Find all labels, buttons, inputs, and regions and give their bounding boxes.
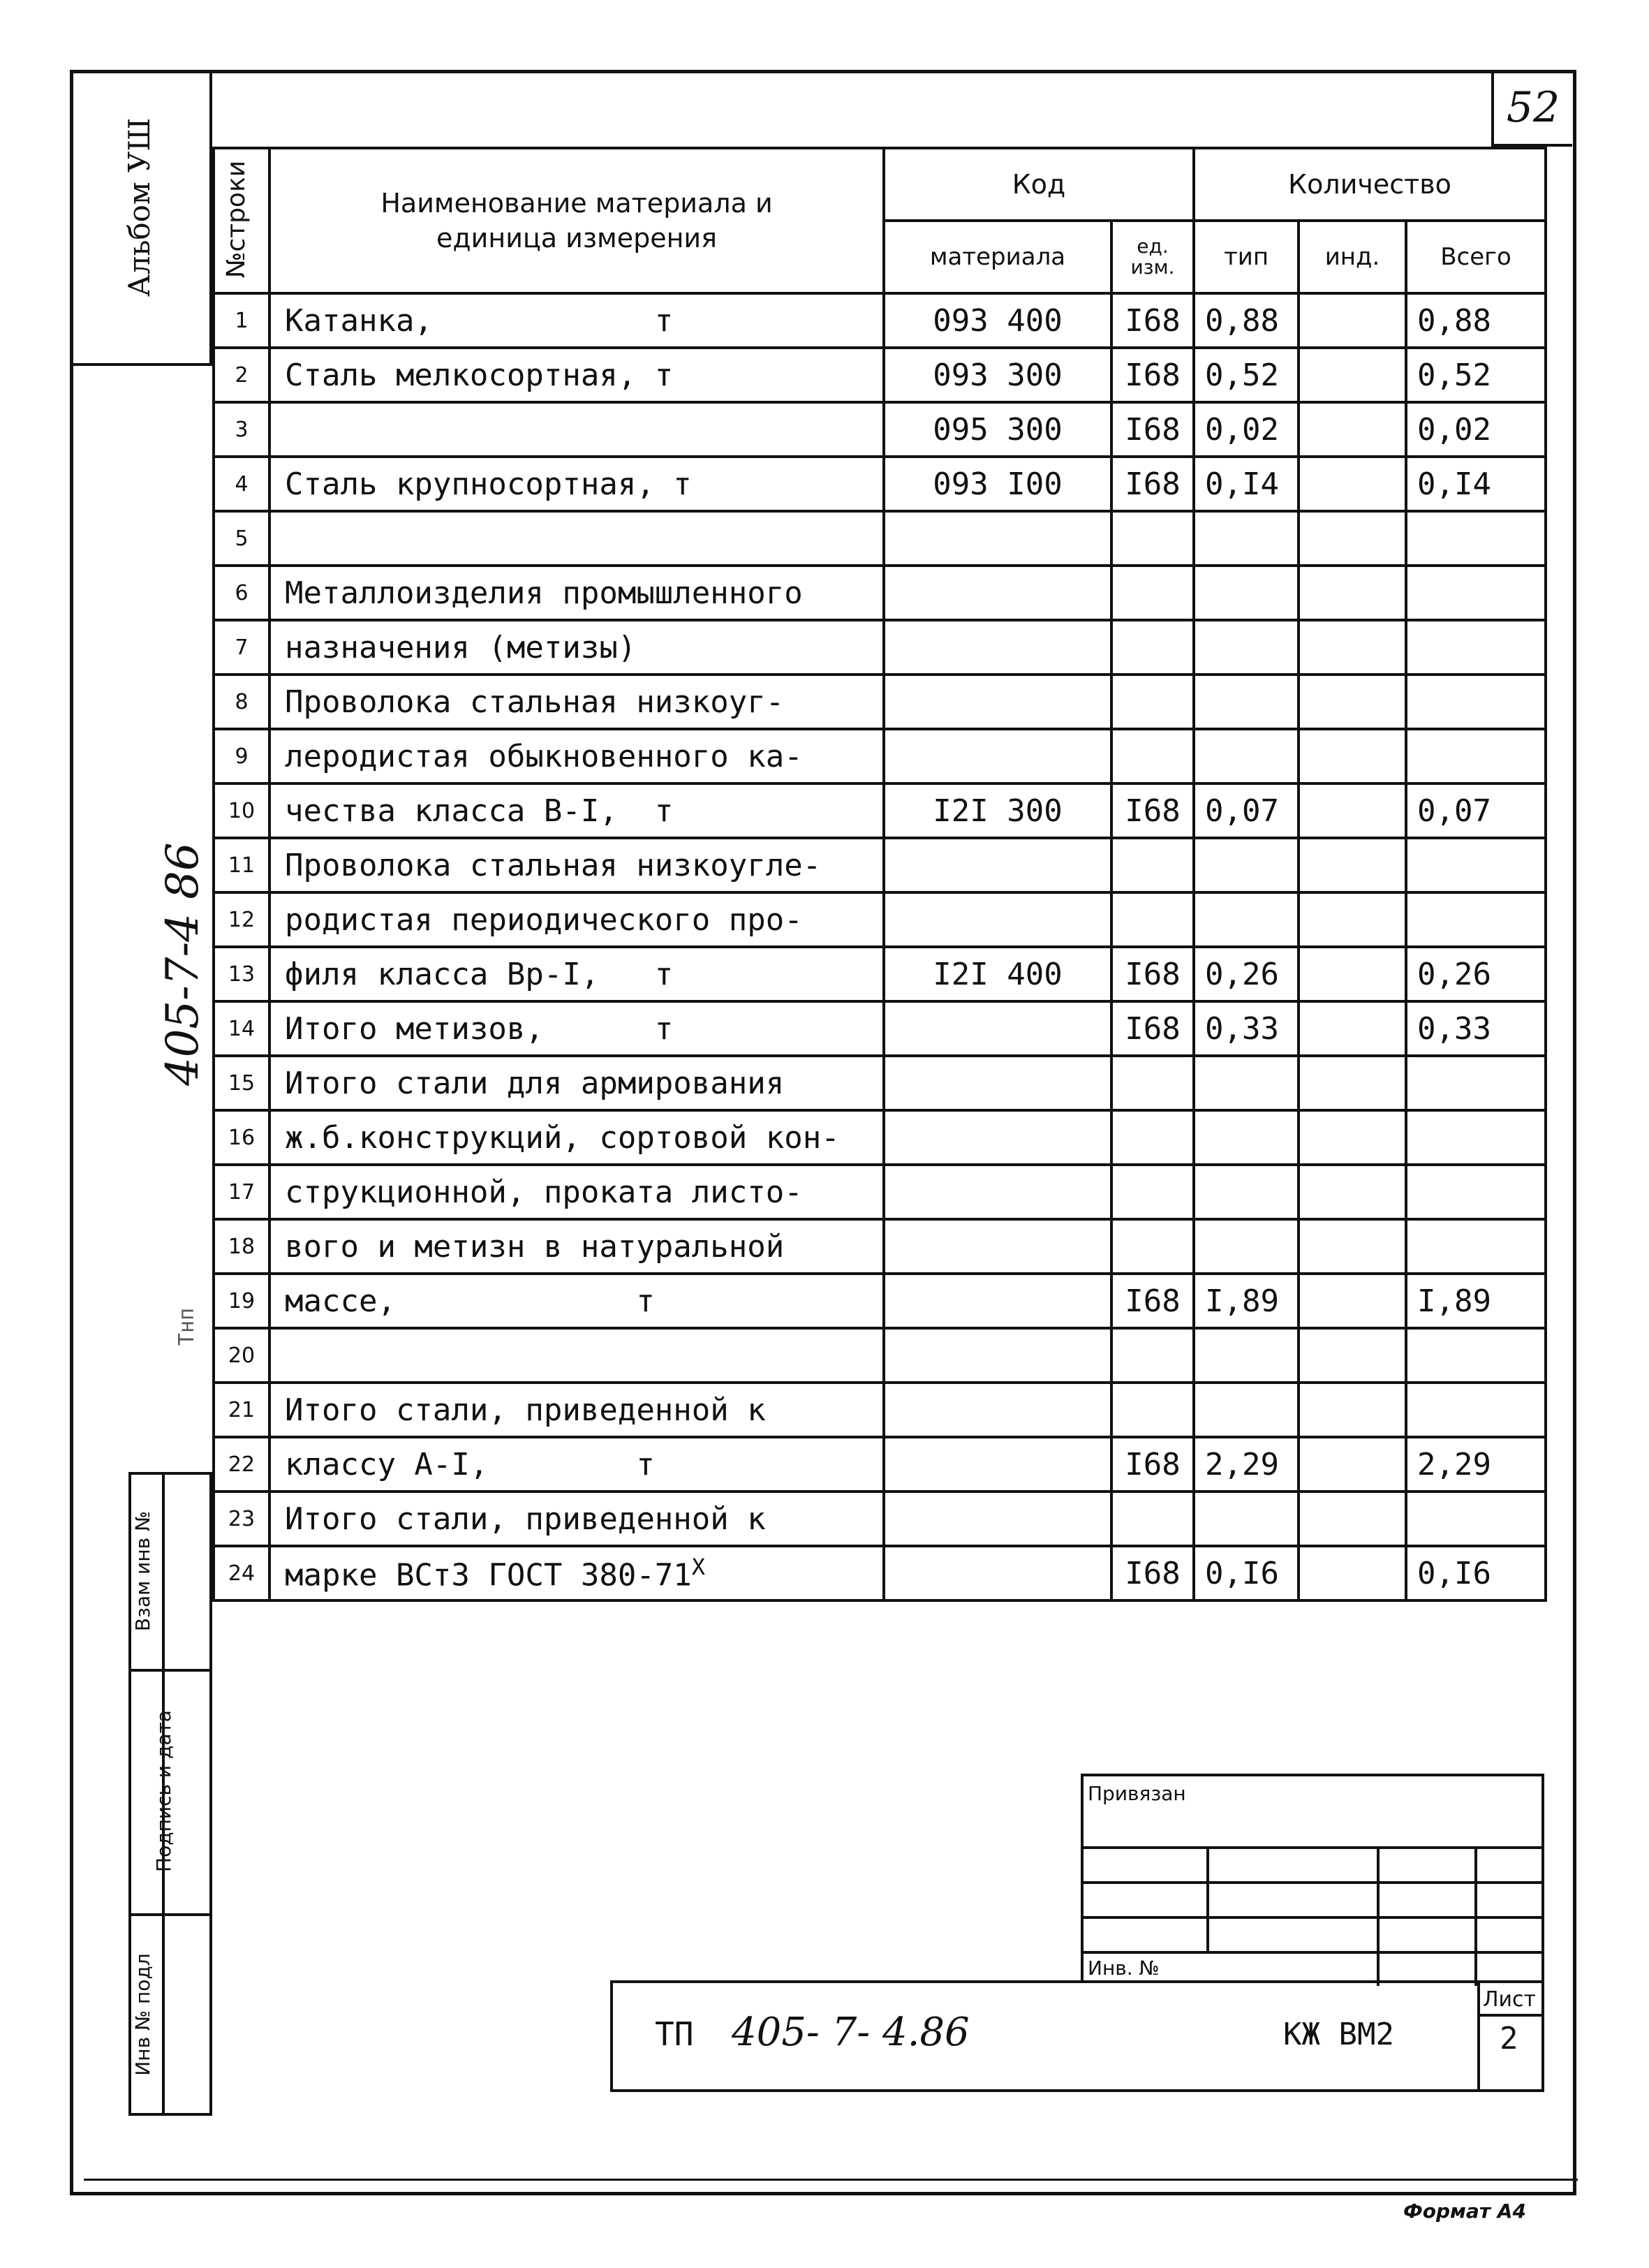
material-name: филя класса Вр-I, т [269, 947, 884, 1001]
side-panel-div-2 [128, 1913, 212, 1916]
table-row [214, 947, 1546, 1001]
qty-ind [1299, 293, 1406, 348]
material-code [884, 566, 1111, 620]
unit-code: I68 [1111, 293, 1194, 348]
table-row [214, 729, 1546, 783]
qty-type: I,89 [1194, 1274, 1299, 1328]
qty-type [1194, 1165, 1299, 1219]
material-name: Металлоизделия промышленного [269, 566, 884, 620]
qty-total [1406, 1383, 1546, 1437]
side-panel-bottom [128, 2113, 212, 2116]
row-number: 4 [214, 457, 269, 511]
table-row [214, 1219, 1546, 1274]
table-row [214, 1056, 1546, 1110]
qty-total [1406, 1219, 1546, 1274]
unit-code [1111, 729, 1194, 783]
material-name: чества класса В-I, т [269, 783, 884, 838]
superscript-mark: X [691, 1553, 706, 1580]
material-name: назначения (метизы) [269, 620, 884, 675]
material-name: Сталь мелкосортная, т [269, 348, 884, 402]
unit-code [1111, 675, 1194, 729]
qty-ind [1299, 511, 1406, 566]
unit-code [1111, 1165, 1194, 1219]
row-number: 2 [214, 348, 269, 402]
unit-code: I68 [1111, 1437, 1194, 1492]
qty-ind [1299, 348, 1406, 402]
trim-line [84, 2179, 1578, 2181]
row-number: 23 [214, 1492, 269, 1546]
material-code [884, 1274, 1111, 1328]
spec-table-body [214, 293, 1546, 1600]
privyazan-block [1081, 1774, 1544, 1983]
sheet-code: КЖ ВМ2 [1283, 2017, 1394, 2052]
qty-total: 2,29 [1406, 1437, 1546, 1492]
table-row [214, 1110, 1546, 1165]
material-code: 095 300 [884, 402, 1111, 457]
material-name: леродистая обыкновенного ка- [269, 729, 884, 783]
qty-ind [1299, 1110, 1406, 1165]
material-code [884, 1110, 1111, 1165]
unit-code [1111, 1328, 1194, 1383]
qty-total: 0,02 [1406, 402, 1546, 457]
material-code [884, 1328, 1111, 1383]
qty-ind [1299, 620, 1406, 675]
side-panel-outer [209, 1473, 212, 2116]
qty-type [1194, 1110, 1299, 1165]
header-code: Код [884, 148, 1194, 221]
row-number: 14 [214, 1001, 269, 1056]
material-code [884, 620, 1111, 675]
unit-code: I68 [1111, 1274, 1194, 1328]
qty-ind [1299, 1492, 1406, 1546]
row-number: 24 [214, 1546, 269, 1600]
material-code [884, 1546, 1111, 1600]
table-row [214, 838, 1546, 892]
header-quantity: Количество [1194, 148, 1546, 221]
row-number: 15 [214, 1056, 269, 1110]
table-row [214, 348, 1546, 402]
privyazan-label: Привязан [1088, 1782, 1186, 1805]
qty-type [1194, 838, 1299, 892]
qty-total: 0,I4 [1406, 457, 1546, 511]
row-number: 17 [214, 1165, 269, 1219]
qty-type [1194, 1492, 1299, 1546]
inv-no-label: Инв. № [1088, 1957, 1160, 1980]
table-row [214, 1383, 1546, 1437]
header-code-material: материала [884, 221, 1111, 293]
unit-code: I68 [1111, 947, 1194, 1001]
qty-ind [1299, 892, 1406, 947]
row-number: 21 [214, 1383, 269, 1437]
qty-total: 0,88 [1406, 293, 1546, 348]
header-qty-type: тип [1194, 221, 1299, 293]
unit-code [1111, 511, 1194, 566]
row-number: 13 [214, 947, 269, 1001]
material-code: I2I 300 [884, 783, 1111, 838]
qty-total [1406, 1328, 1546, 1383]
unit-code: I68 [1111, 348, 1194, 402]
qty-ind [1299, 1546, 1406, 1600]
unit-code: I68 [1111, 1001, 1194, 1056]
table-row [214, 1492, 1546, 1546]
material-name: классу А-I, т [269, 1437, 884, 1492]
side-stamp: Тнп [175, 1307, 199, 1346]
tp-code: 405- 7- 4.86 [732, 2010, 970, 2055]
unit-code [1111, 1219, 1194, 1274]
side-label-podpis: Подпись и дата [152, 1710, 175, 1872]
material-code [884, 1001, 1111, 1056]
material-name: Итого стали, приведенной к [269, 1383, 884, 1437]
unit-code [1111, 1110, 1194, 1165]
material-code [884, 1056, 1111, 1110]
album-strip-bottom [70, 363, 212, 366]
table-row [214, 511, 1546, 566]
qty-type [1194, 511, 1299, 566]
qty-total: 0,I6 [1406, 1546, 1546, 1600]
qty-ind [1299, 566, 1406, 620]
row-number: 6 [214, 566, 269, 620]
qty-ind [1299, 947, 1406, 1001]
qty-total [1406, 838, 1546, 892]
row-number: 10 [214, 783, 269, 838]
qty-total: 0,26 [1406, 947, 1546, 1001]
qty-ind [1299, 457, 1406, 511]
row-number: 8 [214, 675, 269, 729]
row-number: 20 [214, 1328, 269, 1383]
table-row [214, 1328, 1546, 1383]
row-number: 5 [214, 511, 269, 566]
qty-ind [1299, 675, 1406, 729]
side-project-code: 405-7-4 86 [157, 842, 209, 1086]
qty-type [1194, 892, 1299, 947]
table-row [214, 566, 1546, 620]
qty-type [1194, 566, 1299, 620]
qty-ind [1299, 1056, 1406, 1110]
unit-code [1111, 1056, 1194, 1110]
qty-type: 0,52 [1194, 348, 1299, 402]
material-name [269, 1328, 884, 1383]
row-number: 7 [214, 620, 269, 675]
header-qty-ind: инд. [1299, 221, 1406, 293]
unit-code: I68 [1111, 783, 1194, 838]
table-row [214, 620, 1546, 675]
qty-total [1406, 1165, 1546, 1219]
unit-code [1111, 892, 1194, 947]
material-name: Итого метизов, т [269, 1001, 884, 1056]
qty-ind [1299, 1001, 1406, 1056]
material-name-text: марке ВСт3 ГОСТ 380-71 [285, 1557, 692, 1593]
qty-ind [1299, 402, 1406, 457]
unit-code: I68 [1111, 457, 1194, 511]
material-code [884, 511, 1111, 566]
material-spec-table [212, 147, 1547, 1602]
table-row [214, 675, 1546, 729]
material-name: Итого стали, приведенной к [269, 1492, 884, 1546]
header-qty-total: Всего [1406, 221, 1546, 293]
qty-type: 0,I4 [1194, 457, 1299, 511]
table-row [214, 783, 1546, 838]
title-block-main [610, 1980, 1544, 2092]
qty-total [1406, 892, 1546, 947]
qty-ind [1299, 1437, 1406, 1492]
qty-ind [1299, 783, 1406, 838]
material-code: I2I 400 [884, 947, 1111, 1001]
qty-total [1406, 675, 1546, 729]
header-row-no-text: №строки [222, 160, 251, 279]
material-code [884, 1165, 1111, 1219]
table-row [214, 1546, 1546, 1600]
row-number: 19 [214, 1274, 269, 1328]
row-number: 16 [214, 1110, 269, 1165]
table-row [214, 402, 1546, 457]
qty-type: 0,88 [1194, 293, 1299, 348]
qty-type [1194, 620, 1299, 675]
table-row [214, 892, 1546, 947]
unit-code [1111, 1492, 1194, 1546]
tp-prefix: ТП [655, 2015, 694, 2053]
qty-ind [1299, 1383, 1406, 1437]
qty-type [1194, 1219, 1299, 1274]
header-name-text: Наименование материала и единица измерения [380, 188, 773, 253]
material-code: 093 I00 [884, 457, 1111, 511]
qty-ind [1299, 1328, 1406, 1383]
side-panel-div-1 [128, 1669, 212, 1672]
table-row [214, 1001, 1546, 1056]
qty-total: I,89 [1406, 1274, 1546, 1328]
material-name [269, 511, 884, 566]
material-code [884, 1437, 1111, 1492]
row-number: 18 [214, 1219, 269, 1274]
page-number: 52 [1491, 71, 1572, 147]
unit-code: I68 [1111, 402, 1194, 457]
row-number: 22 [214, 1437, 269, 1492]
table-row [214, 457, 1546, 511]
qty-total [1406, 1110, 1546, 1165]
qty-ind [1299, 1274, 1406, 1328]
qty-total [1406, 729, 1546, 783]
qty-type [1194, 675, 1299, 729]
qty-type: 0,26 [1194, 947, 1299, 1001]
format-label: Формат А4 [1403, 2200, 1526, 2223]
qty-type [1194, 1056, 1299, 1110]
album-label: Альбом УШ [122, 117, 156, 297]
table-row [214, 1437, 1546, 1492]
qty-total [1406, 1056, 1546, 1110]
row-number: 11 [214, 838, 269, 892]
material-name: массе, т [269, 1274, 884, 1328]
qty-type [1194, 1383, 1299, 1437]
side-label-vzam: Взам инв № [131, 1510, 154, 1632]
material-name: родистая периодического про- [269, 892, 884, 947]
material-name: вого и метизн в натуральной [269, 1219, 884, 1274]
qty-type: 2,29 [1194, 1437, 1299, 1492]
material-name: Катанка, т [269, 293, 884, 348]
qty-type: 0,33 [1194, 1001, 1299, 1056]
qty-total [1406, 566, 1546, 620]
material-name [269, 1546, 884, 1600]
qty-type [1194, 729, 1299, 783]
qty-total [1406, 620, 1546, 675]
material-code [884, 675, 1111, 729]
qty-ind [1299, 1219, 1406, 1274]
unit-code: I68 [1111, 1546, 1194, 1600]
qty-total: 0,33 [1406, 1001, 1546, 1056]
material-name: струкционной, проката листо- [269, 1165, 884, 1219]
qty-total [1406, 511, 1546, 566]
qty-total: 0,52 [1406, 348, 1546, 402]
qty-ind [1299, 729, 1406, 783]
qty-type [1194, 1328, 1299, 1383]
qty-type: 0,02 [1194, 402, 1299, 457]
material-name: Проволока стальная низкоугле- [269, 838, 884, 892]
qty-ind [1299, 838, 1406, 892]
sheet-label: Лист [1483, 1987, 1537, 2012]
material-name: Итого стали для армирования [269, 1056, 884, 1110]
unit-code [1111, 838, 1194, 892]
unit-code [1111, 620, 1194, 675]
material-code [884, 1492, 1111, 1546]
table-row [214, 293, 1546, 348]
side-label-inv-podl: Инв № подл [131, 1953, 154, 2076]
material-code [884, 892, 1111, 947]
material-code [884, 1383, 1111, 1437]
material-code [884, 1219, 1111, 1274]
qty-total [1406, 1492, 1546, 1546]
material-name: ж.б.конструкций, сортовой кон- [269, 1110, 884, 1165]
unit-code [1111, 566, 1194, 620]
qty-total: 0,07 [1406, 783, 1546, 838]
material-name [269, 402, 884, 457]
qty-type: 0,I6 [1194, 1546, 1299, 1600]
header-name [269, 148, 884, 293]
row-number: 12 [214, 892, 269, 947]
row-number: 1 [214, 293, 269, 348]
qty-type: 0,07 [1194, 783, 1299, 838]
row-number: 3 [214, 402, 269, 457]
qty-ind [1299, 1165, 1406, 1219]
row-number: 9 [214, 729, 269, 783]
table-row [214, 1274, 1546, 1328]
header-code-unit: ед. изм. [1111, 221, 1194, 293]
table-row [214, 1165, 1546, 1219]
unit-code [1111, 1383, 1194, 1437]
material-code: 093 400 [884, 293, 1111, 348]
material-name: Проволока стальная низкоуг- [269, 675, 884, 729]
material-code: 093 300 [884, 348, 1111, 402]
material-name: Сталь крупносортная, т [269, 457, 884, 511]
sheet-value: 2 [1500, 2021, 1518, 2056]
material-code [884, 838, 1111, 892]
material-code [884, 729, 1111, 783]
